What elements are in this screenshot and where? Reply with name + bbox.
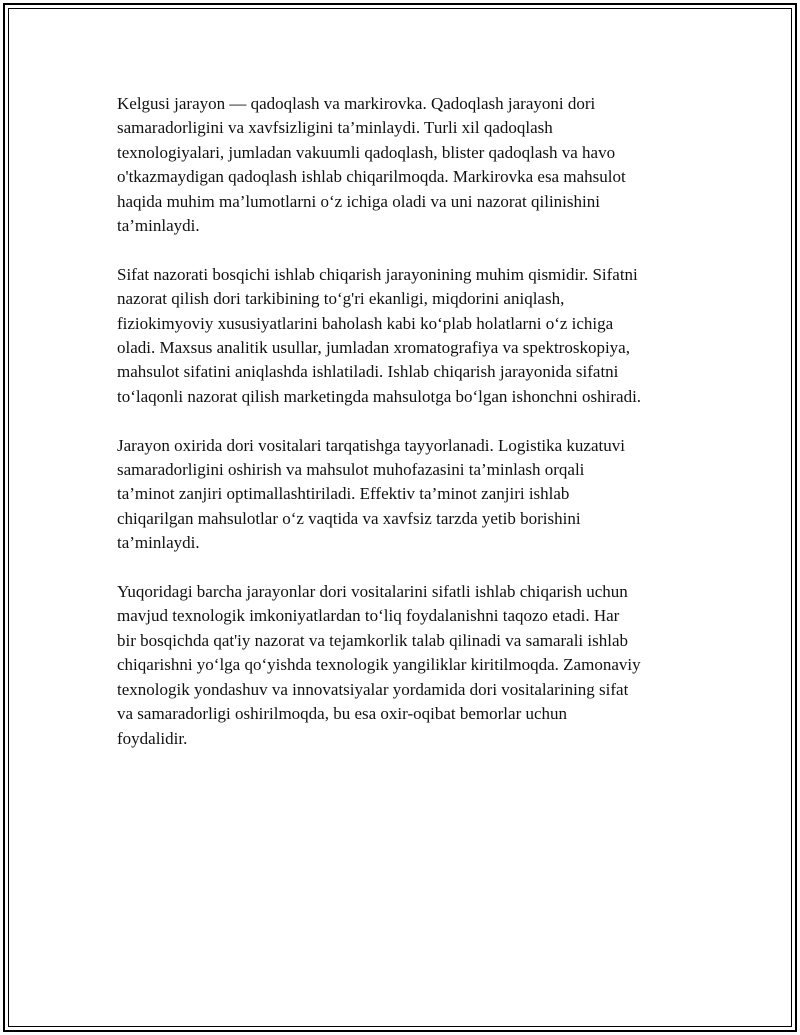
text-line: samaradorligini oshirish va mahsulot muhofazasini ta’minlash orqali [117, 460, 585, 480]
text-line: texnologiyalari, jumladan vakuumli qadoqlash, blister qadoqlash va havo [117, 142, 616, 162]
text-line: chiqarishni yo‘lga qo‘yishda texnologik yangiliklar kiritilmoqda. Zamonaviy [117, 655, 641, 675]
text-line: o'tkazmaydigan qadoqlash ishlab chiqarilmoqda. Markirovka esa mahsulot [117, 167, 626, 187]
text-line: nazorat qilish dori tarkibining to‘g'ri ekanligi, miqdorini aniqlash, [117, 289, 565, 309]
text-line: fiziokimyoviy xususiyatlarini baholash kabi ko‘plab holatlarni o‘z ichiga [117, 313, 614, 333]
text-line: samaradorligini va xavfsizligini ta’minlaydi. Turli xil qadoqlash [117, 118, 553, 138]
text-line: haqida muhim ma’lumotlarni o‘z ichiga oladi va uni nazorat qilinishini [117, 191, 600, 211]
text-line: oladi. Maxsus analitik usullar, jumladan xromatografiya va spektroskopiya, [117, 338, 630, 358]
text-line: va samaradorligi oshirilmoqda, bu esa oxir-oqibat bemorlar uchun [117, 704, 568, 724]
paragraph-distribution [117, 434, 697, 556]
text-line: Yuqoridagi barcha jarayonlar dori vositalarini sifatli ishlab chiqarish uchun [117, 582, 628, 602]
text-line: Jarayon oxirida dori vositalari tarqatishga tayyorlanadi. Logistika kuzatuvi [117, 435, 625, 455]
text-line: to‘laqonli nazorat qilish marketingda mahsulotga bo‘lgan ishonchni oshiradi. [117, 386, 642, 406]
text-line: Kelgusi jarayon — qadoqlash va markirovka. Qadoqlash jarayoni dori [117, 94, 596, 113]
text-line: mahsulot sifatini aniqlashda ishlatiladi. Ishlab chiqarish jarayonida sifatni [117, 362, 619, 382]
paragraph-conclusion [117, 580, 697, 751]
text-line: texnologik yondashuv va innovatsiyalar yordamida dori vositalarining sifat [117, 679, 629, 699]
text-line: ta’minot zanjiri optimallashtiriladi. Effektiv ta’minot zanjiri ishlab [117, 484, 570, 504]
document-body [117, 92, 697, 775]
text-line: mavjud texnologik imkoniyatlardan to‘liq foydalanishni taqozo etadi. Har [117, 606, 620, 626]
text-line: ta’minlaydi. [117, 216, 200, 236]
text-line: ta’minlaydi. [117, 533, 200, 553]
paragraph-packaging [117, 92, 697, 238]
paragraph-quality-control [117, 263, 697, 409]
text-line: bir bosqichda qat'iy nazorat va tejamkorlik talab qilinadi va samarali ishlab [117, 630, 629, 650]
text-line: Sifat nazorati bosqichi ishlab chiqarish jarayonining muhim qismidir. Sifatni [117, 264, 638, 284]
text-line: foydalidir. [117, 728, 188, 748]
text-line: chiqarilgan mahsulotlar o‘z vaqtida va xavfsiz tarzda yetib borishini [117, 508, 581, 528]
